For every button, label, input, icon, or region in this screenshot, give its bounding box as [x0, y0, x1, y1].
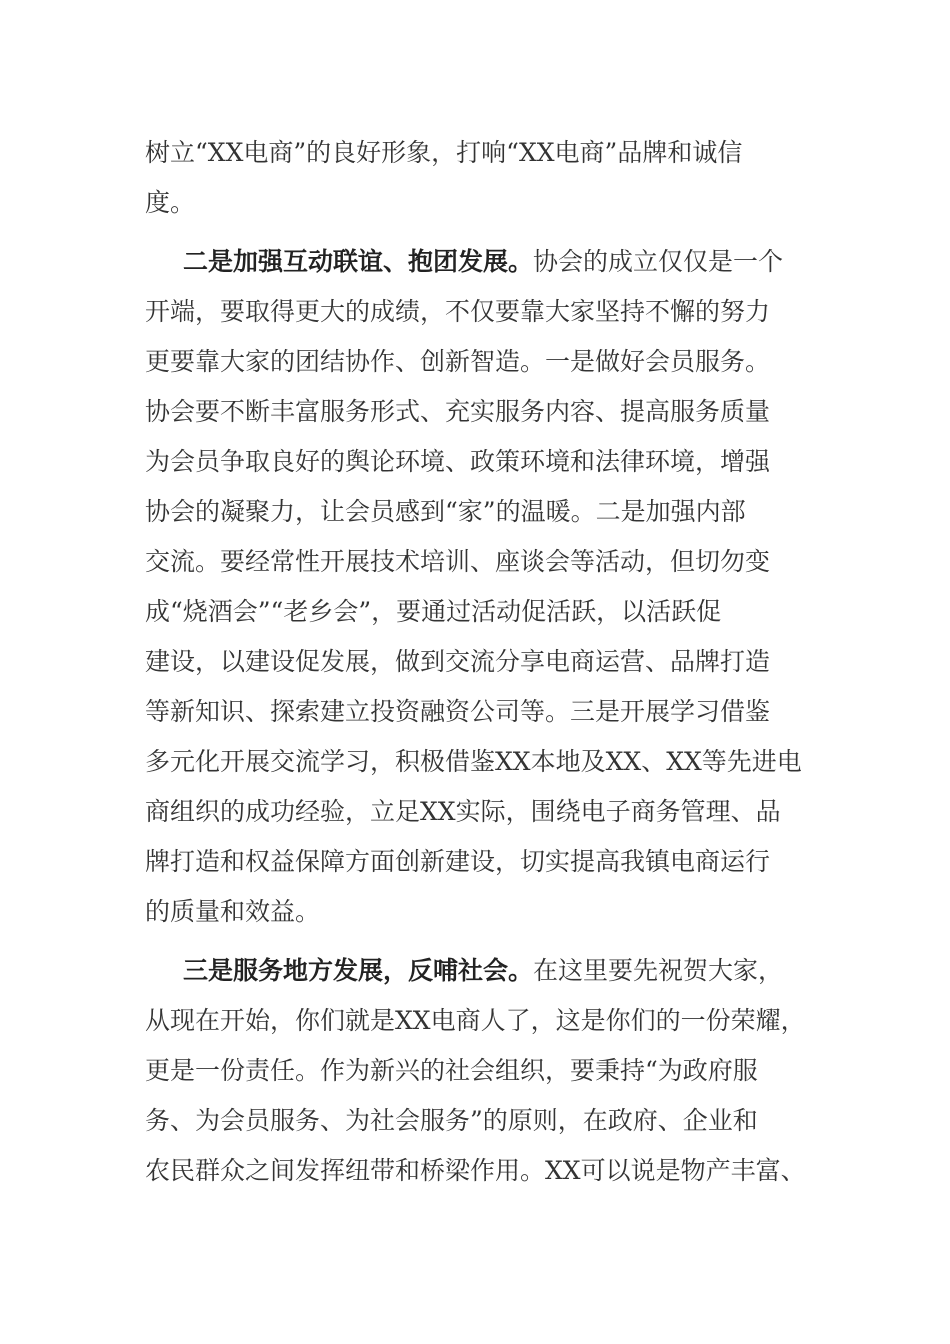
paragraph-2-line: 协会要不断丰富服务形式、充实服务内容、提高服务质量: [145, 397, 771, 426]
paragraph-1-line: 度。: [145, 188, 196, 217]
paragraph-3-first-line: [145, 946, 815, 996]
paragraph-spacer: [145, 228, 815, 237]
paragraph-3: [145, 946, 815, 1196]
paragraph-2-line: 为会员争取良好的舆论环境、政策环境和法律环境，增强: [145, 447, 771, 476]
paragraph-3-first-line-text: 在这里要先祝贺大家，: [533, 956, 784, 985]
paragraph-2-line: 的质量和效益。: [145, 897, 321, 926]
paragraph-2-line: 建设，以建设促发展，做到交流分享电商运营、品牌打造: [145, 647, 771, 676]
paragraph-3-line: 农民群众之间发挥纽带和桥梁作用。XX可以说是物产丰富、: [145, 1156, 806, 1185]
paragraph-2-first-line: [145, 237, 815, 287]
paragraph-2-line: 更要靠大家的团结协作、创新智造。一是做好会员服务。: [145, 347, 771, 376]
paragraph-2-line: 等新知识、探索建立投资融资公司等。三是开展学习借鉴: [145, 697, 771, 726]
paragraph-2-line: 多元化开展交流学习，积极借鉴XX本地及XX、XX等先进电: [145, 747, 802, 776]
paragraph-3-line: 从现在开始，你们就是XX电商人了，这是你们的一份荣耀，: [145, 1006, 806, 1035]
paragraph-3-line: 务、为会员服务、为社会服务”的原则，在政府、企业和: [145, 1106, 758, 1135]
paragraph-2-heading: 二是加强互动联谊、抱团发展。: [183, 247, 534, 276]
paragraph-2-line: 开端，要取得更大的成绩，不仅要靠大家坚持不懈的努力: [145, 297, 771, 326]
paragraph-1: [145, 128, 815, 228]
paragraph-3-heading: 三是服务地方发展，反哺社会。: [183, 956, 534, 985]
paragraph-1-line: 树立“XX电商”的良好形象，打响“XX电商”品牌和诚信: [145, 138, 743, 167]
paragraph-2-line: 交流。要经常性开展技术培训、座谈会等活动，但切勿变: [145, 547, 771, 576]
paragraph-2: [145, 237, 815, 937]
paragraph-2-line: 成“烧酒会”“老乡会”，要通过活动促活跃，以活跃促: [145, 597, 722, 626]
paragraph-2-first-line-text: 协会的成立仅仅是一个: [533, 247, 784, 276]
paragraph-2-line: 牌打造和权益保障方面创新建设，切实提高我镇电商运行: [145, 847, 771, 876]
paragraph-3-line: 更是一份责任。作为新兴的社会组织，要秉持“为政府服: [145, 1056, 758, 1085]
document-body: [145, 128, 815, 1196]
paragraph-spacer: [145, 937, 815, 946]
paragraph-2-line: 商组织的成功经验，立足XX实际，围绕电子商务管理、品: [145, 797, 781, 826]
paragraph-2-line: 协会的凝聚力，让会员感到“家”的温暖。二是加强内部: [145, 497, 746, 526]
